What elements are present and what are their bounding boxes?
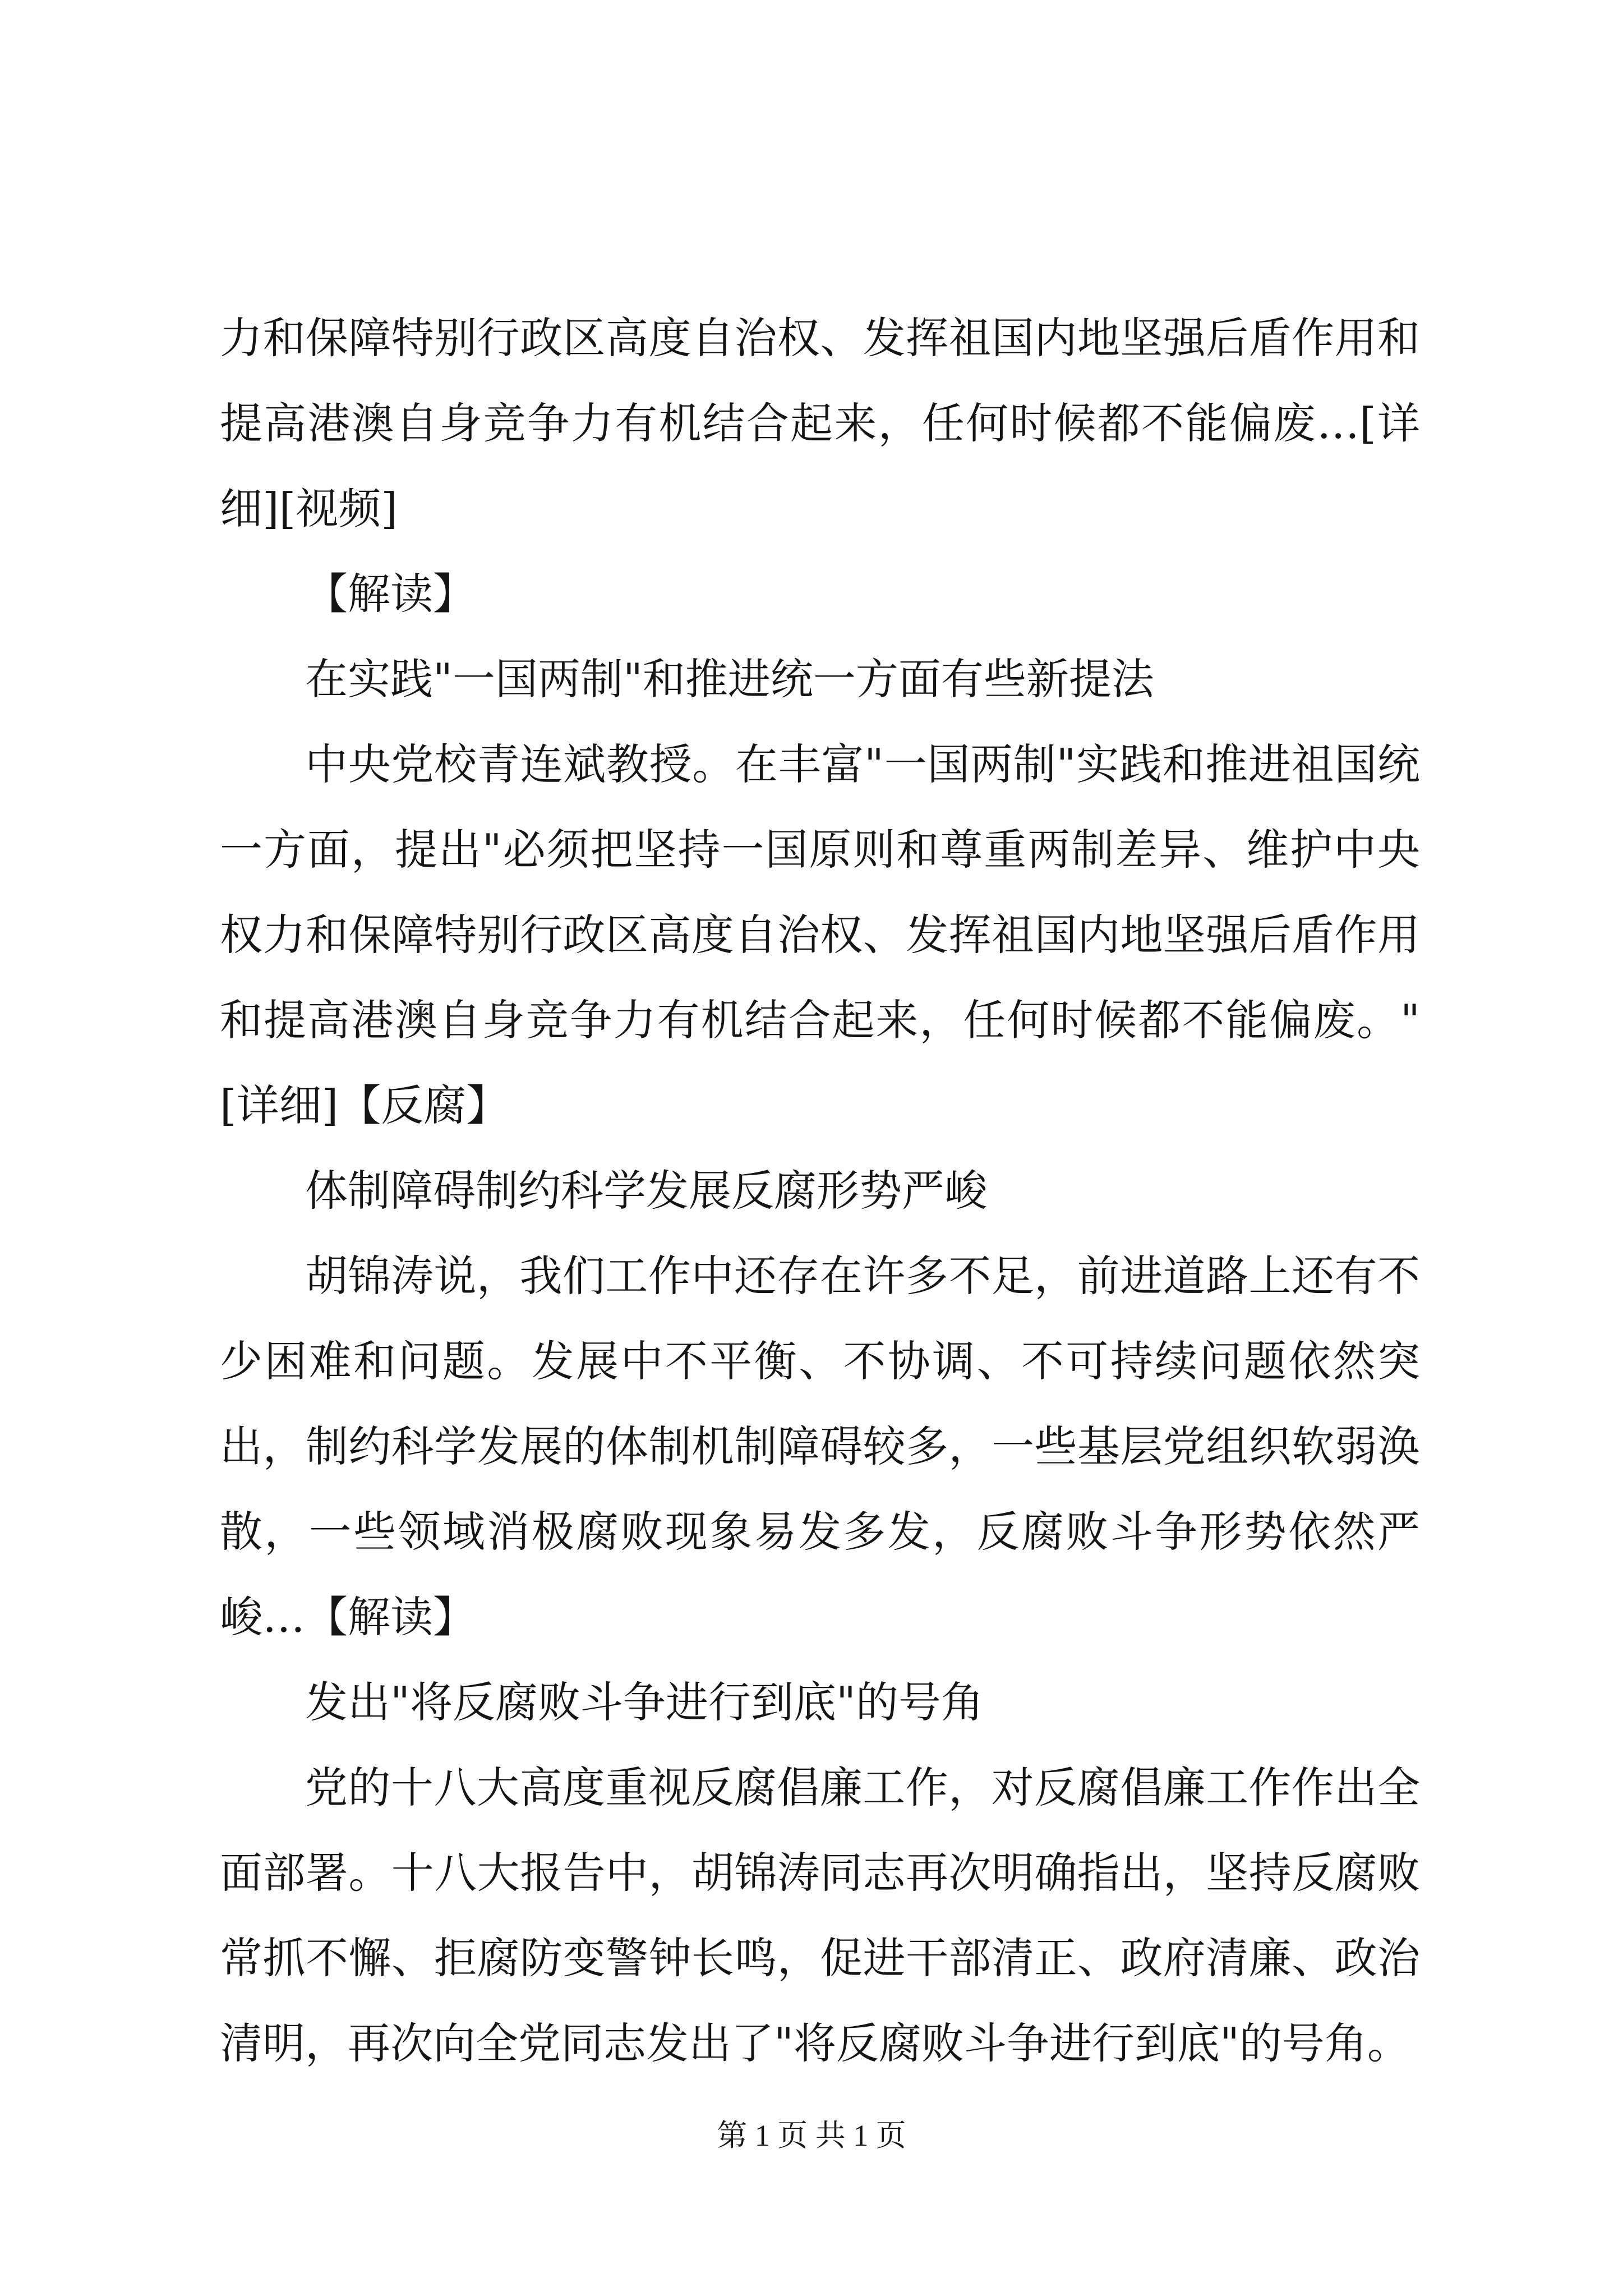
paragraph: 胡锦涛说，我们工作中还存在许多不足，前进道路上还有不少困难和问题。发展中不平衡、不协调、不可持续问题依然突出，制约科学发展的体制机制障碍较多，一些基层党组织软弱涣散，一些领域消极腐败现象易发多发，反腐败斗争形势依然严峻…【解读】 [220, 1251, 1420, 1642]
section-heading: 体制障碍制约科学发展反腐形势严峻 [305, 1166, 987, 1216]
section-heading: 发出"将反腐败斗争进行到底"的号角 [305, 1677, 984, 1727]
page-footer: 第 1 页 共 1 页 [717, 2119, 906, 2152]
paragraph: 党的十八大高度重视反腐倡廉工作，对反腐倡廉工作作出全面部署。十八大报告中，胡锦涛同志再次明确指出，坚持反腐败常抓不懈、拒腐防变警钟长鸣，促进干部清正、政府清廉、政治清明，再次向全党同志发出了"将反腐败斗争进行到底"的号角。 [220, 1763, 1420, 2068]
document-body [220, 296, 1420, 2086]
paragraph: 中央党校青连斌教授。在丰富"一国两制"实践和推进祖国统一方面，提出"必须把坚持一国原则和尊重两制差异、维护中央权力和保障特别行政区高度自治权、发挥祖国内地坚强后盾作用和提高港澳自身竞争力有机结合起来，任何时候都不能偏废。"[详细]【反腐】 [220, 739, 1420, 1130]
section-heading: 在实践"一国两制"和推进统一方面有些新提法 [305, 654, 1154, 704]
paragraph-continuation: 力和保障特别行政区高度自治权、发挥祖国内地坚强后盾作用和提高港澳自身竞争力有机结合起来，任何时候都不能偏废…[详细][视频] [220, 313, 1420, 533]
section-marker-interpretation: 【解读】 [305, 569, 476, 619]
